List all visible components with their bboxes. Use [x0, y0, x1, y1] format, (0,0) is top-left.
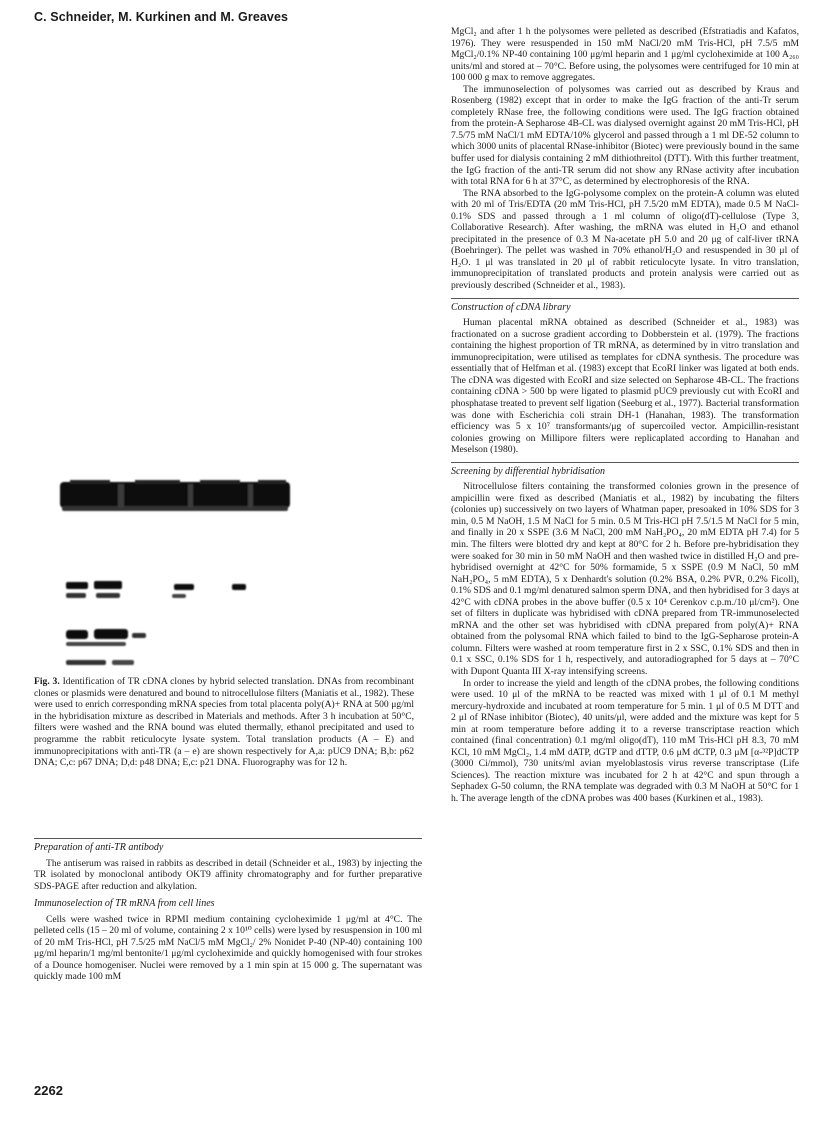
paragraph-cdna-library: Human placental mRNA obtained as described (Schneider et al., 1983) was fractionated on a sucrose gradient according to Dobberstein et al. (1979). The fractions containing the highest proportion of TR mRNA, as determined by in vitro translation and immunoprecipitation, were utilised as templates for cDNA synthesis. The procedure was essentially that of Helfman et al. (1983) except that EcoRI linker was ligated at both ends. The cDNA was digested with EcoRI and size selected on Sepharose 4B-CL. The fractions containing cDNA > 500 bp were ligated to plasmid pUC9 previously cut with EcoRI and phosphatase treated to prevent self ligation (Seeburg et al., 1977). Bacterial transformation was done with Escherichia coli strain DH-1 (Hanahan, 1983). The transformation efficiency was 5 x 10⁷ transformants/μg of supercoiled vector. Ampicillin-resistant colonies growing on Millipore filters were replicaplated according to Hanahan and Meselson (1980).: [451, 317, 799, 456]
paragraph-rna-elution: The RNA absorbed to the IgG-polysome complex on the protein-A column was eluted with 20 ml of Tris/EDTA (20 mM Tris-HCl, pH 7.5/20 mM EDTA), made 0.5 M NaCl-0.1% SDS and passed through a 1 ml column of oligo(dT)-cellulose (Type 3, Collaborative Research). After washing, the mRNA was eluted in H₂O and ethanol precipitated in the presence of 0.3 M Na-acetate pH 5.0 and 20 μg of calf-liver tRNA (Boehringer). The pellet was washed in 70% ethanol/H₂O and resuspended in 30 μl of H₂O. 1 μl was translated in 20 μl of rabbit reticulocyte lysate. In vitro translation, immunoprecipitation of translated products and protein analysis were carried out as previously described (Schneider et al., 1983).: [451, 187, 799, 292]
figure-label: Fig. 3.: [34, 676, 60, 687]
paragraph-anti-tr-antibody: The antiserum was raised in rabbits as described in detail (Schneider et al., 1983) by injecting the TR isolated by monoclonal antibody OKT9 affinity chromatography and for further preparative SDS-PAGE after reduction and alkylation.: [34, 857, 422, 892]
section-title-immunoselection: Immunoselection of TR mRNA from cell lines: [34, 898, 215, 910]
figure-caption-text: Identification of TR cDNA clones by hybrid selected translation. DNAs from recombinant clones or plasmids were denatured and bound to nitrocellulose filters (Maniatis et al., 1982). These were used to enrich corresponding mRNA species from total placenta poly(A)+ RNA at 500 μg/ml in the hybridisation mixture as described in Materials and methods. After 3 h incubation at 50°C, filters were washed and the RNA bound was eluted thermally, ethanol precipitated and used to programme the rabbit reticulocyte lysate system. Total translation products (A – E) and immunoprecipitations with anti-TR (a – e) are shown respectively for A,a: pUC9 DNA; B,b: p62 DNA; C,c: p67 DNA; D,d: p48 DNA; E,c: p21 DNA. Fluorography was for 12 h.: [34, 676, 414, 769]
paragraph-cdna-probes: In order to increase the yield and length of the cDNA probes, the following conditions were used. 10 μl of the mRNA to be reacted was mixed with 1 μl of 0.1 M methyl mercury-hydroxide and incubated at room temperature for 5 min. 1 μl of 0.5 M DTT and 2 μl of RNase inhibitor (Biotec), 40 units/μl, were added and the mixture was kept for 5 min at room temperature before adding it to a reverse transcriptase reaction which contained (final concentration) 0.1 mg/ml oligo(dT), 110 mM Tris-HCl pH 8.3, 70 mM KCl, 10 mM MgCl₂, 1.4 mM dATP, dGTP and dTTP, 0.6 μM dCTP, 0.3 μM [α-³²P]dCTP (3000 Ci/mmol), 730 units/ml avian myeloblastosis virus reverse transcriptase (Life Sciences). The reaction mixture was incubated for 2 h at 42°C and spun through a Sephadex G-50 column, the RNA template was degraded with 0.3 M NaOH at 50°C for 1 h. The average length of the cDNA probes was 400 bases (Kurkinen et al., 1983).: [451, 677, 799, 804]
left-column: [34, 832, 422, 983]
paragraph-immunoselection: Cells were washed twice in RPMI medium containing cycloheximide 1 μg/ml at 4°C. The pelleted cells (15 – 20 ml of volume, containing 2 x 10¹⁰ cells) were lysed by resuspension in 100 ml of 20 mM Tris-HCl, pH 7.5/25 mM NaCl/5 mM MgCl₂/ 2% Nonidet P-40 (NP-40) containing 100 μg/ml heparin/1 mg/ml bentonite/1 μg/ml cycloheximide and quickly homogenised with four strokes of a Dounce homogeniser. Nuclei were removed by a 1 min spin at 15 000 g. The supernatant was quickly made 100 mM: [34, 913, 422, 983]
paragraph-polysomes: MgCl₂ and after 1 h the polysomes were pelleted as described (Efstratiadis and Kafatos, 1976). They were resuspended in 150 mM NaCl/20 mM Tris-HCl, pH 7.5/5 mM MgCl₂/0.1% NP-40 containing 100 μg/ml heparin and 1 μg/ml cycloheximide at 100 A₂₆₀ units/ml and stored at – 70°C. Before using, the polysomes were centrifuged for 10 min at 100 000 g max to remove aggregates.: [451, 26, 799, 84]
page-number: 2262: [34, 1083, 63, 1098]
paragraph-immunoselection-polysomes: The immunoselection of polysomes was carried out as described by Kraus and Rosenberg (1982) except that in order to make the IgG fraction of the anti-Tr serum completely RNase free, the following conditions were used. The IgG fraction obtained from the protein-A Sepharose 4B-CL was dialysed overnight against 20 mM Tris-HCl, pH 7.5/75 mM NaCl/1 mM EDTA/10% glycerol and passed through a 1 ml DE-52 column to which 3000 units of placental RNase-inhibitor (Biotec) were previously bound in the same buffer used for dialysis containing 2 mM dithiothreitol (DTT). With this further treatment, the IgG fraction of the anti-TR serum did not show any RNase activity after incubation with total RNA for 6 h at 37°C, as determined by electrophoresis of the RNA.: [451, 83, 799, 188]
running-header-authors: C. Schneider, M. Kurkinen and M. Greaves: [34, 10, 289, 24]
gel-fluorograph-figure: [40, 470, 420, 670]
section-title-differential-hybridisation: Screening by differential hybridisation: [451, 462, 799, 478]
paragraph-differential-hybridisation: Nitrocellulose filters containing the transformed colonies grown in the presence of ampicillin were fixed as described (Maniatis et al., 1982) by incubating the filters (colonies up) successively on two layers of Whatman paper, presoaked in 10% SDS for 3 min, 0.5 M NaOH, 1.5 M NaCl for 5 min. 0.5 M Tris-HCl pH 7.5/1.5 M NaCl for 5 min, and finally in 20 x SSPE (3.6 M NaCl, 200 mM NaH₂PO₄, 20 mM EDTA pH 7.4) for 5 min. The filters were blotted dry and kept at 80°C for 2 h. Before pre-hybridisation they were soaked for 30 min in 50 mM NaOH and then washed twice in distilled H₂O and pre-hybridised overnight at 42°C for 50% formamide, 5 x SSPE (0.9 M NaCl, 50 mM NaH₂PO₄, 5 mM EDTA), 5 x Denhardt's solution (0.2% BSA, 0.2% PVR, 0.2% Ficoll), 0.1% SDS and 0.1 mg/ml denatured salmon sperm DNA, and then hybridised for 3 days at 42°C with cDNA probes in the above buffer (0.5 x 10⁴ Cerenkov c.p.m./10 μl/cm²). One set of filters in duplicate was hybridised with cDNA prepared from TR-immunoselected mRNA and the other set was hybridised with cDNA prepared from poly(A)+ RNA obtained from the polysomal RNA which failed to bind to the IgG-Sepharose protein-A column. Filters were washed at room temperature first in 2 x SSC, 0.1% SDS and then in 0.1 x SSC, 0.1% SDS for 1 h, respectively, and autoradiographed for 5 days at – 70°C with Dupont Quanta III X-ray intensifying screens.: [451, 481, 799, 677]
right-column: [451, 26, 799, 805]
section-title-anti-tr-antibody: Preparation of anti-TR antibody: [34, 838, 422, 854]
section-title-cdna-library: Construction of cDNA library: [451, 298, 799, 314]
gel-bands-image: [40, 470, 420, 670]
figure-caption: [34, 676, 414, 769]
